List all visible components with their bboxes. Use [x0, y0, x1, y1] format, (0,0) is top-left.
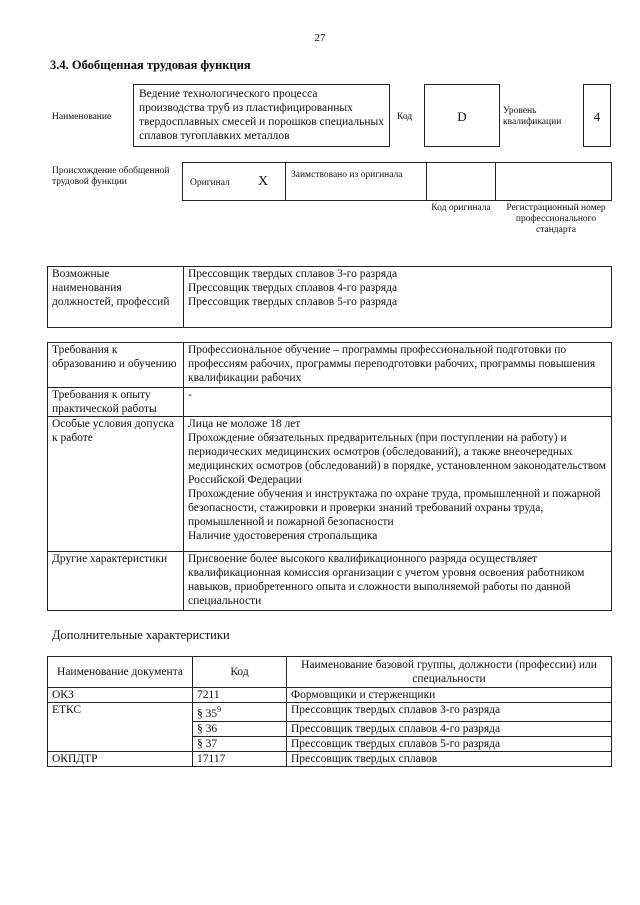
name-value: Ведение технологического процесса производства труб из пластифицированных твердосплавных смесей и порошков специальных сплавов тугоплавких металлов	[133, 84, 390, 147]
original-mark: X	[258, 174, 269, 189]
name-cell: Прессовщик твердых сплавов	[287, 751, 612, 766]
column-header: Код	[193, 657, 287, 688]
section-title: 3.4. Обобщенная трудовая функция	[50, 58, 251, 72]
code-text: § 35	[197, 707, 218, 720]
origin-divider	[285, 162, 286, 201]
special-condition-item: Лица не моложе 18 лет	[188, 418, 301, 430]
position-item: Прессовщик твердых сплавов 5-го разряда	[188, 296, 398, 308]
education-value: Профессиональное обучение – программы профессиональной подготовки по профессиям рабочих, программы переподготовки рабочих, программы повышения квалификации рабочих	[184, 343, 612, 388]
other-characteristics-label: Другие характеристики	[48, 552, 184, 611]
position-item: Прессовщик твердых сплавов 3-го разряда	[188, 268, 398, 280]
table-row	[48, 751, 612, 766]
code-cell: § 36	[193, 721, 287, 736]
code-cell: 17117	[193, 751, 287, 766]
special-condition-item: Прохождение обучения и инструктажа по охране труда, промышленной и пожарной безопасности, стажировки и проверки знаний требований охраны труда, промышленной и пожарной безопасности	[188, 488, 601, 528]
code-cell: § 37	[193, 736, 287, 751]
additional-table	[47, 656, 612, 767]
code-cell: 7211	[193, 688, 287, 703]
name-label: Наименование	[52, 112, 112, 122]
name-cell: Формовщики и стерженщики	[287, 688, 612, 703]
other-characteristics-value: Присвоение более высокого квалификационного разряда осуществляет квалификационная комиссия организации с учетом уровня освоения работником навыков, приобретенного опыта и сложности выполняемой работы по данной специальности	[184, 552, 612, 611]
code-value: D	[424, 84, 500, 147]
table-row	[48, 703, 612, 722]
doc-cell: ЕТКС	[48, 703, 193, 752]
name-cell: Прессовщик твердых сплавов 3-го разряда	[287, 703, 612, 722]
origin-divider	[426, 162, 427, 201]
column-header: Наименование базовой группы, должности (профессии) или специальности	[287, 657, 612, 688]
table-row	[48, 688, 612, 703]
doc-cell: ОКЗ	[48, 688, 193, 703]
borrowed-label: Заимствовано из оригинала	[291, 170, 403, 180]
positions-label: Возможные наименования должностей, профессий	[48, 267, 184, 328]
position-item: Прессовщик твердых сплавов 4-го разряда	[188, 282, 398, 294]
origin-label: Происхождение обобщенной трудовой функции	[52, 166, 170, 187]
name-cell: Прессовщик твердых сплавов 5-го разряда	[287, 736, 612, 751]
origin-divider	[495, 162, 496, 201]
experience-label: Требования к опыту практической работы	[48, 388, 184, 417]
code-cell	[193, 703, 287, 722]
education-label: Требования к образованию и обучению	[48, 343, 184, 388]
level-value: 4	[583, 84, 611, 147]
code-original-label: Код оригинала	[431, 203, 491, 213]
registration-number-label: Регистрационный номер профессионального стандарта	[506, 203, 606, 235]
special-conditions-label: Особые условия допуска к работе	[48, 417, 184, 552]
origin-box	[182, 162, 612, 201]
level-label: Уровень квалификации	[503, 106, 562, 127]
original-label: Оригинал	[190, 178, 230, 188]
special-conditions-list	[184, 417, 612, 552]
special-condition-item: Прохождение обязательных предварительных (при поступлении на работу) и периодических медицинских осмотров (обследований), а также внеочередных медицинских осмотров (обследований) в порядке, установленном законодательством Российской Федерации	[188, 432, 606, 486]
positions-table	[47, 266, 612, 328]
doc-cell: ОКПДТР	[48, 751, 193, 766]
experience-value: -	[184, 388, 612, 417]
column-header: Наименование документа	[48, 657, 193, 688]
special-condition-item: Наличие удостоверения стропальщика	[188, 530, 378, 542]
requirements-table	[47, 342, 612, 611]
name-cell: Прессовщик твердых сплавов 4-го разряда	[287, 721, 612, 736]
page-number: 27	[314, 32, 326, 44]
code-label: Код	[397, 112, 413, 122]
positions-list	[184, 267, 612, 328]
footnote-mark: 9	[217, 705, 222, 714]
additional-title: Дополнительные характеристики	[52, 628, 230, 642]
